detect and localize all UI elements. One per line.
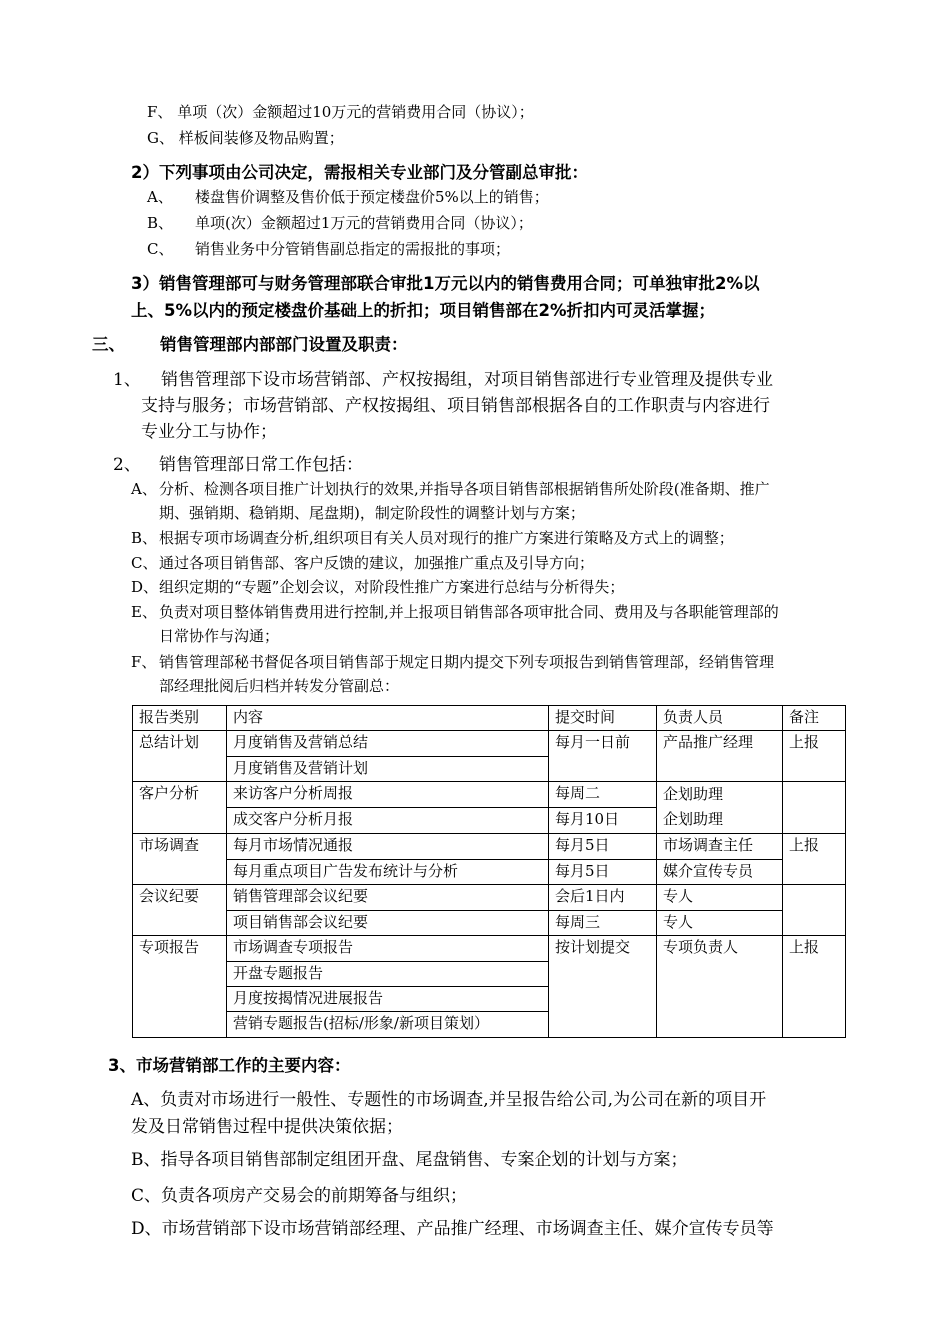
table-cell-category: 客户分析 bbox=[133, 782, 227, 834]
item-marker: F、 bbox=[131, 653, 157, 671]
table-cell-content: 来访客户分析周报 bbox=[227, 782, 549, 808]
table-cell-content: 每月市场情况通报 bbox=[227, 834, 549, 859]
item-marker: B、 bbox=[147, 214, 174, 232]
table-header: 内容 bbox=[227, 706, 549, 731]
para-1-line1 bbox=[113, 365, 773, 390]
table-row bbox=[133, 731, 846, 756]
table-header: 备注 bbox=[783, 706, 846, 731]
table-cell-person: 专项负责人 bbox=[657, 936, 783, 1038]
market-item-d: D、市场营销部下设市场营销部经理、产品推广经理、市场调查主任、媒介宣传专员等 bbox=[131, 1219, 774, 1239]
para-marker: 2、 bbox=[113, 455, 141, 475]
subheading-2: 2）下列事项由公司决定，需报相关专业部门及分管副总审批： bbox=[131, 163, 588, 182]
table-cell-note bbox=[783, 885, 846, 936]
daily-item-a bbox=[131, 478, 770, 499]
item-marker: B、 bbox=[131, 529, 158, 547]
item-text: 通过各项目销售部、客户反馈的建议，加强推广重点及引导方向； bbox=[159, 554, 595, 572]
item-marker: C、 bbox=[147, 240, 174, 258]
item-marker: A、 bbox=[131, 480, 157, 498]
section-three-heading bbox=[92, 331, 408, 355]
table-cell-time: 按计划提交 bbox=[549, 936, 657, 1038]
table-cell-content: 市场调查专项报告 bbox=[227, 936, 549, 961]
daily-item-d bbox=[131, 576, 624, 597]
para-marker: 1、 bbox=[113, 370, 141, 390]
section-marker: 三、 bbox=[92, 335, 125, 354]
table-cell-note: 上报 bbox=[783, 731, 846, 782]
item-marker: D、 bbox=[131, 578, 159, 596]
table-header: 报告类别 bbox=[133, 706, 227, 731]
table-cell-content: 销售管理部会议纪要 bbox=[227, 885, 549, 910]
table-cell-content: 月度销售及营销总结 bbox=[227, 731, 549, 756]
daily-item-f bbox=[131, 651, 774, 672]
table-cell-category: 专项报告 bbox=[133, 936, 227, 1038]
daily-item-a-line2: 期、强销期、稳销期、尾盘期)，制定阶段性的调整计划与方案； bbox=[159, 504, 585, 522]
table-cell-content: 月度销售及营销计划 bbox=[227, 756, 549, 781]
table-row bbox=[133, 910, 846, 935]
para-text: 销售管理部日常工作包括： bbox=[159, 455, 363, 475]
item-text: 样板间装修及物品购置； bbox=[178, 129, 344, 147]
table-cell-content: 项目销售部会议纪要 bbox=[227, 910, 549, 935]
market-item-a-line2: 发及日常销售过程中提供决策依据； bbox=[131, 1117, 403, 1137]
item-marker: F、 bbox=[147, 103, 173, 121]
table-cell-note: 上报 bbox=[783, 936, 846, 1038]
subheading-3-line2: 上、5%以内的预定楼盘价基础上的折扣；项目销售部在2%折扣内可灵活掌握； bbox=[131, 301, 716, 320]
table-cell-note: 上报 bbox=[783, 834, 846, 885]
para-1-line2: 支持与服务；市场营销部、产权按揭组、项目销售部根据各自的工作职责与内容进行 bbox=[141, 396, 770, 416]
item-text: 单项（次）金额超过10万元的营销费用合同（协议）； bbox=[177, 103, 534, 121]
item-a bbox=[147, 186, 549, 207]
item-text: 楼盘售价调整及售价低于预定楼盘价5%以上的销售； bbox=[195, 188, 549, 206]
table-header-row bbox=[133, 706, 846, 731]
table-cell-content: 每月重点项目广告发布统计与分析 bbox=[227, 859, 549, 884]
table-cell-person bbox=[657, 782, 783, 834]
daily-item-c bbox=[131, 552, 594, 573]
table-cell-time: 每月10日 bbox=[549, 808, 657, 834]
item-text: 根据专项市场调查分析,组织项目有关人员对现行的推广方案进行策略及方式上的调整； bbox=[159, 529, 734, 547]
para-1-line3: 专业分工与协作； bbox=[141, 422, 277, 442]
table-cell-time: 会后1日内 bbox=[549, 885, 657, 910]
item-text: 分析、检测各项目推广计划执行的效果,并指导各项目销售部根据销售所处阶段(准备期、推广 bbox=[159, 480, 770, 498]
table-header: 负责人员 bbox=[657, 706, 783, 731]
report-table bbox=[132, 705, 846, 1038]
table-cell-content: 成交客户分析月报 bbox=[227, 808, 549, 834]
table-cell-time: 每周三 bbox=[549, 910, 657, 935]
table-row bbox=[133, 859, 846, 884]
item-text: 负责对项目整体销售费用进行控制,并上报项目销售部各项审批合同、费用及与各职能管理部的 bbox=[159, 603, 779, 621]
market-item-b: B、指导各项目销售部制定组团开盘、尾盘销售、专案企划的计划与方案； bbox=[131, 1150, 688, 1170]
table-row bbox=[133, 936, 846, 961]
market-item-a: A、负责对市场进行一般性、专题性的市场调查,并呈报告给公司,为公司在新的项目开 bbox=[131, 1090, 767, 1110]
item-text: 组织定期的“专题”企划会议，对阶段性推广方案进行总结与分析得失； bbox=[159, 578, 625, 596]
item-b bbox=[147, 212, 533, 233]
para-2-heading bbox=[113, 450, 363, 475]
table-cell-time: 每周二 bbox=[549, 782, 657, 808]
person-line: 企划助理 bbox=[663, 785, 724, 804]
table-cell-person: 产品推广经理 bbox=[657, 731, 783, 782]
item-f bbox=[147, 101, 534, 122]
item-text: 单项(次）金额超过1万元的营销费用合同（协议）； bbox=[195, 214, 533, 232]
subheading-market: 3、市场营销部工作的主要内容： bbox=[108, 1056, 351, 1075]
table-cell-person: 媒介宣传专员 bbox=[657, 859, 783, 884]
table-cell-time: 每月5日 bbox=[549, 859, 657, 884]
item-c bbox=[147, 238, 510, 259]
table-cell-time: 每月一日前 bbox=[549, 731, 657, 782]
table-row bbox=[133, 885, 846, 910]
table-cell-category: 市场调查 bbox=[133, 834, 227, 885]
item-text: 销售业务中分管销售副总指定的需报批的事项； bbox=[195, 240, 511, 258]
table-cell-category: 会议纪要 bbox=[133, 885, 227, 936]
table-cell-person: 专人 bbox=[657, 910, 783, 935]
subheading-3-line1: 3）销售管理部可与财务管理部联合审批1万元以内的销售费用合同；可单独审批2%以 bbox=[131, 274, 760, 293]
table-cell-category: 总结计划 bbox=[133, 731, 227, 782]
item-marker: G、 bbox=[147, 129, 174, 147]
item-marker: A、 bbox=[147, 188, 173, 206]
table-cell-person: 专人 bbox=[657, 885, 783, 910]
daily-item-e bbox=[131, 601, 779, 622]
table-cell-person: 市场调查主任 bbox=[657, 834, 783, 859]
item-text: 销售管理部秘书督促各项目销售部于规定日期内提交下列专项报告到销售管理部，经销售管理 bbox=[159, 653, 775, 671]
table-header: 提交时间 bbox=[549, 706, 657, 731]
table-cell-time: 每月5日 bbox=[549, 834, 657, 859]
table-cell-content: 月度按揭情况进展报告 bbox=[227, 987, 549, 1012]
daily-item-f-line2: 部经理批阅后归档并转发分管副总： bbox=[159, 677, 400, 695]
para-text: 销售管理部下设市场营销部、产权按揭组，对项目销售部进行专业管理及提供专业 bbox=[161, 370, 773, 390]
table-cell-content: 开盘专题报告 bbox=[227, 961, 549, 986]
item-marker: C、 bbox=[131, 554, 158, 572]
section-title: 销售管理部内部部门设置及职责： bbox=[160, 335, 408, 354]
daily-item-e-line2: 日常协作与沟通； bbox=[159, 627, 280, 645]
item-g bbox=[147, 127, 344, 148]
daily-item-b bbox=[131, 527, 734, 548]
person-line: 企划助理 bbox=[663, 810, 724, 829]
table-row bbox=[133, 834, 846, 859]
table-cell-note bbox=[783, 782, 846, 834]
table-cell-content: 营销专题报告(招标/形象/新项目策划） bbox=[227, 1012, 549, 1038]
item-marker: E、 bbox=[131, 603, 157, 621]
table-row bbox=[133, 782, 846, 808]
market-item-c: C、负责各项房产交易会的前期筹备与组织； bbox=[131, 1186, 468, 1206]
